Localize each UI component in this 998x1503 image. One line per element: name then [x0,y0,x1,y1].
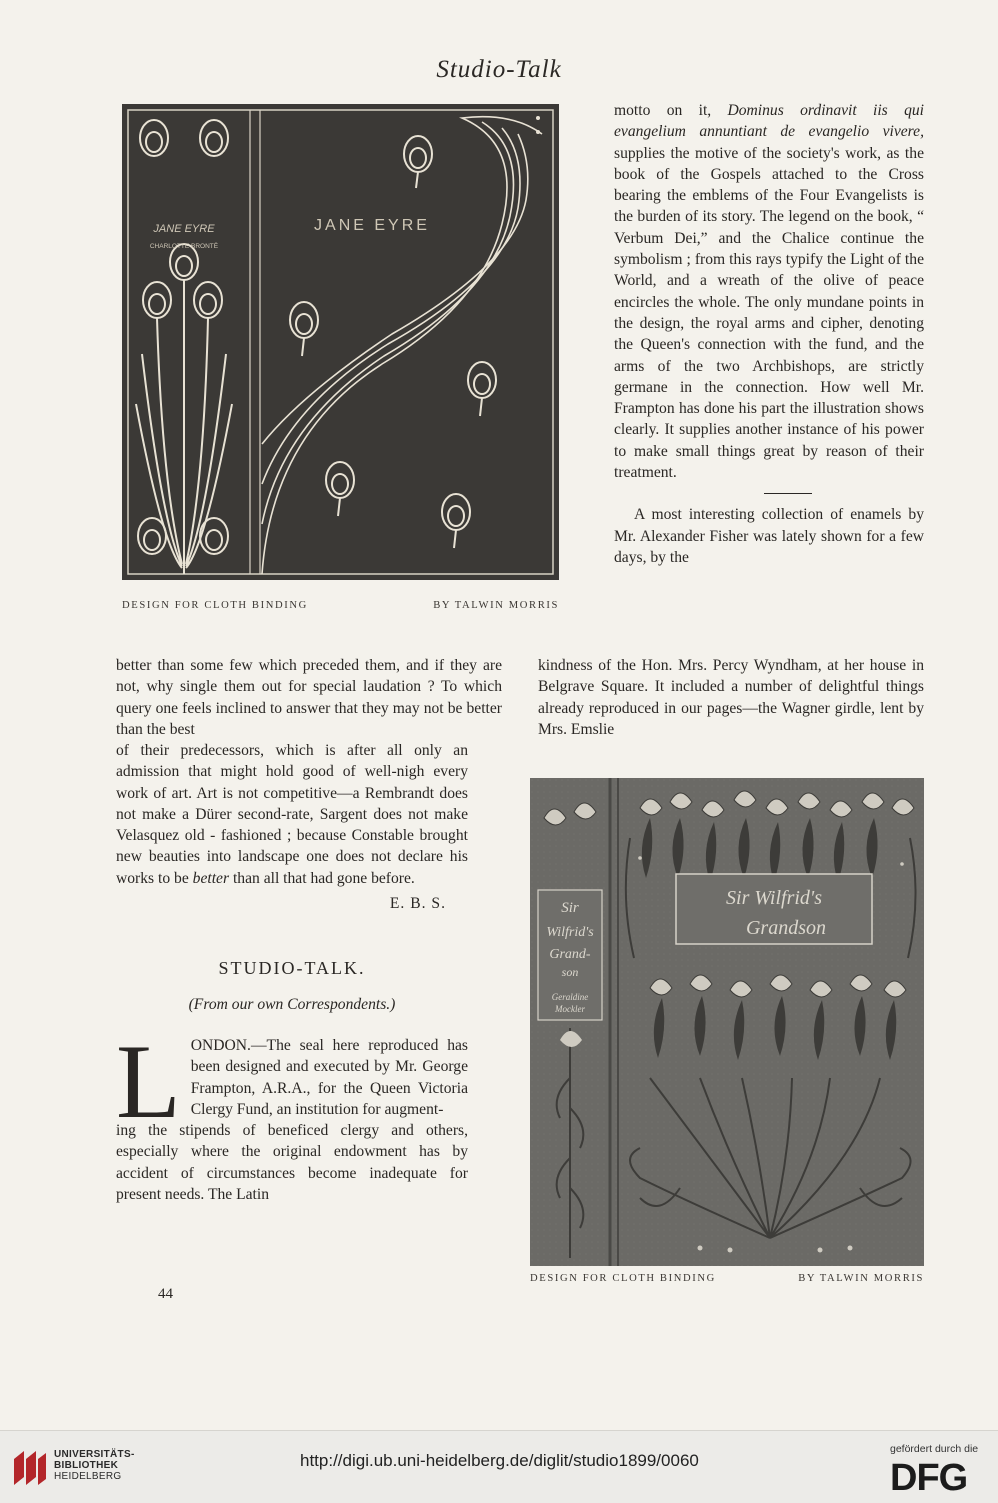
section-heading: STUDIO-TALK. [218,958,366,979]
section-subheading: (From our own Correspondents.) [188,995,396,1013]
right-column-middle [538,655,924,740]
plate2-caption [530,1273,924,1287]
plate2-caption-left: DESIGN FOR CLOTH BINDING [530,1273,716,1284]
spine-author-line2: Mockler [555,1004,585,1014]
signature: E. B. S. [389,895,446,913]
plate1-caption [122,600,559,614]
london-paragraph [116,1022,468,1205]
source-url-link[interactable]: http://digi.ub.uni-heidelberg.de/diglit/studio1899/0060 [300,1451,699,1470]
paragraph-enamels: A most interesting collection of enamels by Mr. Alexander Fisher was lately shown for a few days, by the [614,506,924,566]
plate1-caption-right: BY TALWIN MORRIS [433,600,559,611]
spine-author-text: CHARLOTTE BRONTË [149,243,219,250]
right-column-upper [614,100,924,568]
plate-sir-wilfrids-grandson-binding [530,778,924,1266]
library-logo-icon [10,1445,50,1489]
spine-title-line3: Grand- [549,947,591,962]
plate-jane-eyre-binding [122,104,559,580]
paragraph-enamels-continued: kindness of the Hon. Mrs. Percy Wyndham, at her house in Belgrave Square. It included a number of delightful things already reproduced in our pages—the Wagner girdle, lent by Mrs. Emslie [538,657,924,738]
library-name-line2: BIBLIOTHEK [54,1460,119,1471]
spine-title-line2: Wilfrid's [546,925,594,940]
spine-author-line1: Geraldine [551,992,589,1002]
library-name [54,1449,135,1482]
spine-title-line4: son [561,965,579,979]
library-name-line3: HEIDELBERG [54,1471,122,1482]
running-head: Studio-Talk [436,56,562,83]
digitization-footer [0,1430,998,1503]
london-paragraph-first: ONDON.—The seal here reproduced has been designed and executed by Mr. George Frampton, A.R.A., for the Queen Victoria Clergy Fund, an institution for augment- [190,1036,468,1118]
left-column-lower [116,740,468,1205]
plate2-caption-right: BY TALWIN MORRIS [798,1273,924,1284]
sir-wilfrids-binding-illustration [530,778,924,1266]
page-number: 44 [158,1286,173,1302]
left-column-upper [116,655,502,740]
cover-title-text: JANE EYRE [314,217,430,234]
paragraph-predecessors-continued: of their predecessors, which is after all only an admission that might hold good of well-nigh every work of art. Art is not competitive—a Rembrandt does not make a Dürer second-rate, Sargent does not make Velasquez old - fashioned ; because Constable brought new beauties into landscape one does not declare his works to be better than all that had gone before. [116,742,468,887]
jane-eyre-binding-illustration [122,104,559,580]
plate1-caption-left: DESIGN FOR CLOTH BINDING [122,600,308,611]
paragraph-motto: motto on it, Dominus ordinavit iis qui evangelium annuntiant de evangelio vivere, supplies the motive of the society's work, as the book of the Gospels attached to the Cross bearing the emblems of the Four Evangelists is the burden of its story. The legend on the book, “ Verbum Dei,” and the Chalice continue the symbolism ; from this rays typify the Light of the World, and a wreath of the olive of peace encircles the whole. The only mundane points in the design, the royal arms and cipher, denoting the Queen's connection with the fund, and the arms of the two Archbishops, are strictly germane in the connection. How well Mr. Frampton has done his part the illustration shows clearly. It supplies another instance of his power to make small things great by reason of their treatment. [614,102,924,482]
paragraph-predecessors-start: better than some few which preceded them, and if they are not, why single them out for special laudation ? To which query one feels inclined to answer that they may not be better than the best [116,657,502,738]
cover-title-line1: Sir Wilfrid's [726,887,822,909]
funded-by-label: gefördert durch die [890,1443,979,1455]
cover-title-line2: Grandson [745,917,827,939]
spine-title-text: JANE EYRE [153,223,215,235]
section-rule [764,493,812,494]
spine-title-line1: Sir [561,900,579,916]
drop-cap-letter: L [116,1022,181,1140]
london-paragraph-rest: ing the stipends of beneficed clergy and others, especially where the original endowment has by accident of circumstances become inadequate for present needs. The Latin [116,1122,468,1204]
dfg-logo: DFG [890,1457,968,1499]
library-name-line1: UNIVERSITÄTS- [54,1449,135,1460]
